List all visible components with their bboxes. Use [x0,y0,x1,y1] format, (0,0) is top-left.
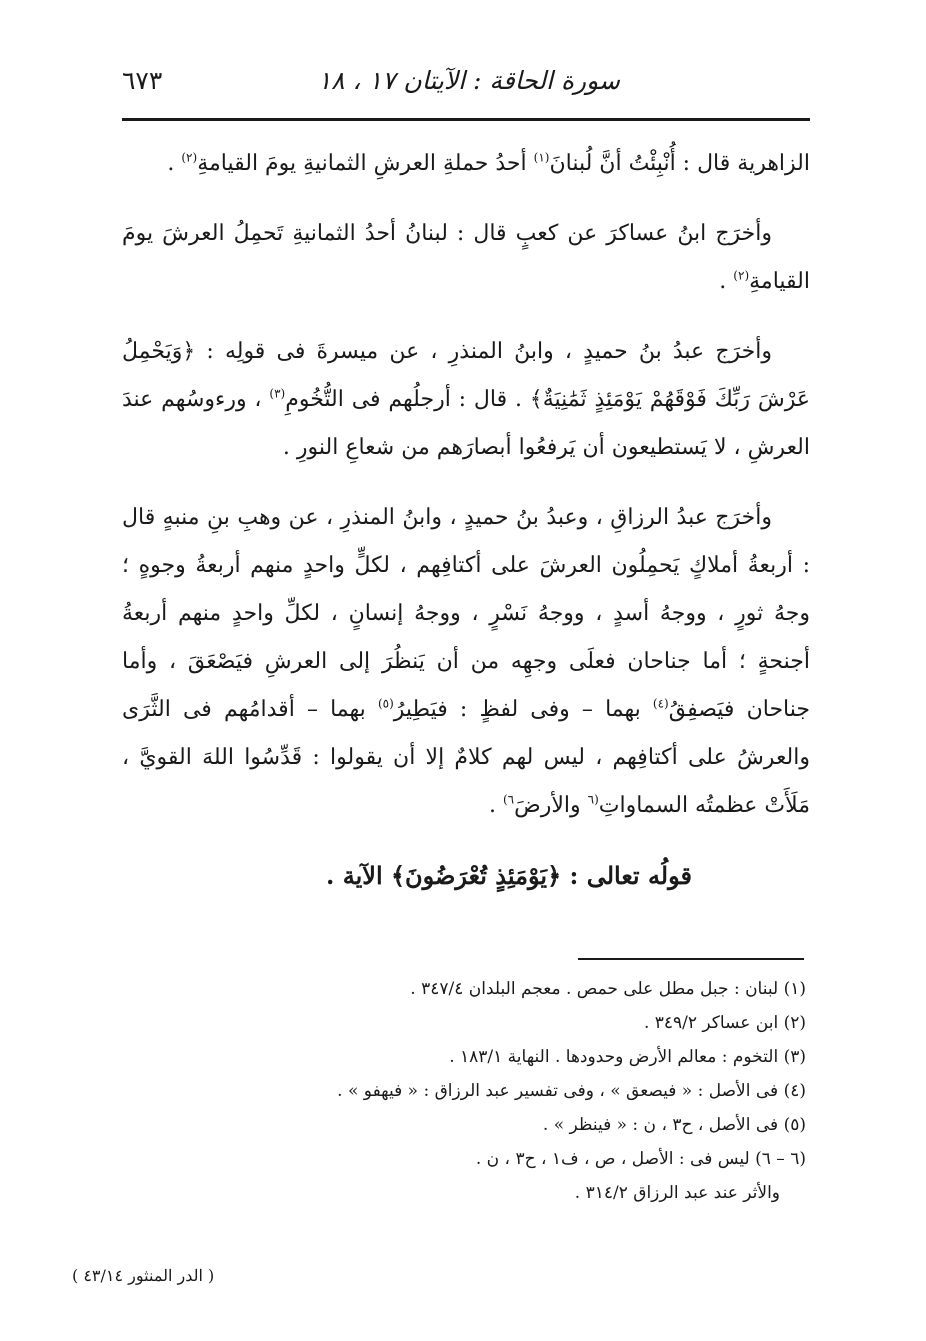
paragraph-text: . [488,793,503,818]
footnote-ref: (٢) [733,268,750,283]
page-number: ٦٧٣ [122,66,163,95]
footnotes [206,972,806,1210]
footnote-6-continuation: والأثر عند عبد الرزاق ٣١٤/٢ . [574,1183,780,1203]
paragraph-1 [122,140,810,188]
paragraph-text: الزاهرية قال : أُنْبِئْتُ أنَّ لُبنانَ [549,151,810,176]
paragraph-2 [122,210,810,306]
paragraph-text: . [167,151,182,176]
footnote-ref: (١) [533,150,550,165]
paragraph-text: أحدُ حملةِ العرشِ الثمانيةِ يومَ القيامةِ [197,151,534,176]
header-rule [122,118,810,121]
footnote-ref: ٦) [502,792,515,807]
paragraph-text: وأخرَج عبدُ الرزاقِ ، وعبدُ بنُ حميدٍ ، وابنُ المنذرِ ، عن وهبِ بنِ منبهٍ قال : أربعةُ أملاكٍ يَحمِلُون العرشَ على أكتافِهم ، لكلٍّ واحدٍ منهم أربعةُ وجوهٍ ؛ وجهُ ثورٍ ، ووجهُ أسدٍ ، ووجهُ نَسْرٍ ، ووجهُ إنسانٍ ، لكلِّ واحدٍ منهم أربعةُ أجنحةٍ ؛ أما جناحان فعلَى وجهِه من أن يَنظُرَ إلى العرشِ فيَصْعَقَ ، وأما جناحان فيَصفِقُ [122,505,810,722]
running-title: سورة الحاقة : الآيتان ١٧ ، ١٨ [317,66,620,95]
section-heading [122,852,810,900]
paragraph-text: والأرضَ [514,793,588,818]
paragraph-text: ، ورءوسُهم عندَ العرشِ ، لا يَستطيعون أن يَرفعُوا أبصارَهم من شعاعِ النورِ . [122,387,810,460]
paragraph-text: . [719,269,734,294]
quran-quote: ﴿وَيَحْمِلُ عَرْشَ رَبِّكَ فَوْقَهُمْ يَوْمَئِذٍ ثَمَٰنِيَةٌ﴾ [122,339,811,412]
footnote-ref: (٥) [377,696,394,711]
page-header [122,60,810,104]
source-note: ( الدر المنثور ٤٣/١٤ ) [72,1266,215,1285]
heading-text: الآية . [326,861,391,890]
paragraph-text: وأخرَج ابنُ عساكرَ عن كعبٍ قال : لبنانُ أحدُ الثمانيةِ تَحمِلُ العرشَ يومَ القيامةِ [122,221,810,294]
footnote-ref: (٦ [587,792,599,807]
paragraph-text: . قال : أرجلُهم فى التُّخُومِ [285,387,530,412]
footnote-4: (٤) فى الأصل : « فيصعق » ، وفى تفسير عبد الرزاق : « فيهفو » . [337,1081,806,1101]
footnote-5: (٥) فى الأصل ، ح٣ ، ن : « فينظر » . [542,1115,806,1135]
paragraph-text: وأخرَج عبدُ بنُ حميدٍ ، وابنُ المنذرِ ، عن ميسرةَ فى قولِه : [195,339,772,364]
footnote-2: (٢) ابن عساكر ٣٤٩/٢ . [643,1013,806,1033]
footnote-ref: (٤) [652,696,669,711]
quran-quote: ﴿يَوْمَئِذٍ تُعْرَضُونَ﴾ [390,861,562,890]
footnote-6: (٦ – ٦) ليس فى : الأصل ، ص ، ف١ ، ح٣ ، ن . [475,1149,806,1169]
main-text [122,140,810,922]
footnote-1: (١) لبنان : جبل مطل على حمص . معجم البلدان ٣٤٧/٤ . [410,979,806,999]
paragraph-4 [122,494,810,830]
paragraph-text: بهما – وفى لفظٍ : فيَطِيرُ [393,697,653,722]
footnote-ref: (٣) [269,386,286,401]
heading-text: قولُه تعالى : [561,861,692,890]
footnote-rule [578,958,804,960]
paragraph-text: بهما – أقدامُهم فى الثَّرَى والعرشُ على أكتافِهم ، ليس لهم كلامٌ إلا أن يقولوا : قَدِّسُوا اللهَ القويَّ ، مَلَأَتْ عظمتُه السماواتِ [122,697,810,818]
footnote-ref: (٢) [181,150,198,165]
footnote-3: (٣) التخوم : معالم الأرض وحدودها . النهاية ١٨٣/١ . [449,1047,806,1067]
paragraph-3 [122,328,810,472]
